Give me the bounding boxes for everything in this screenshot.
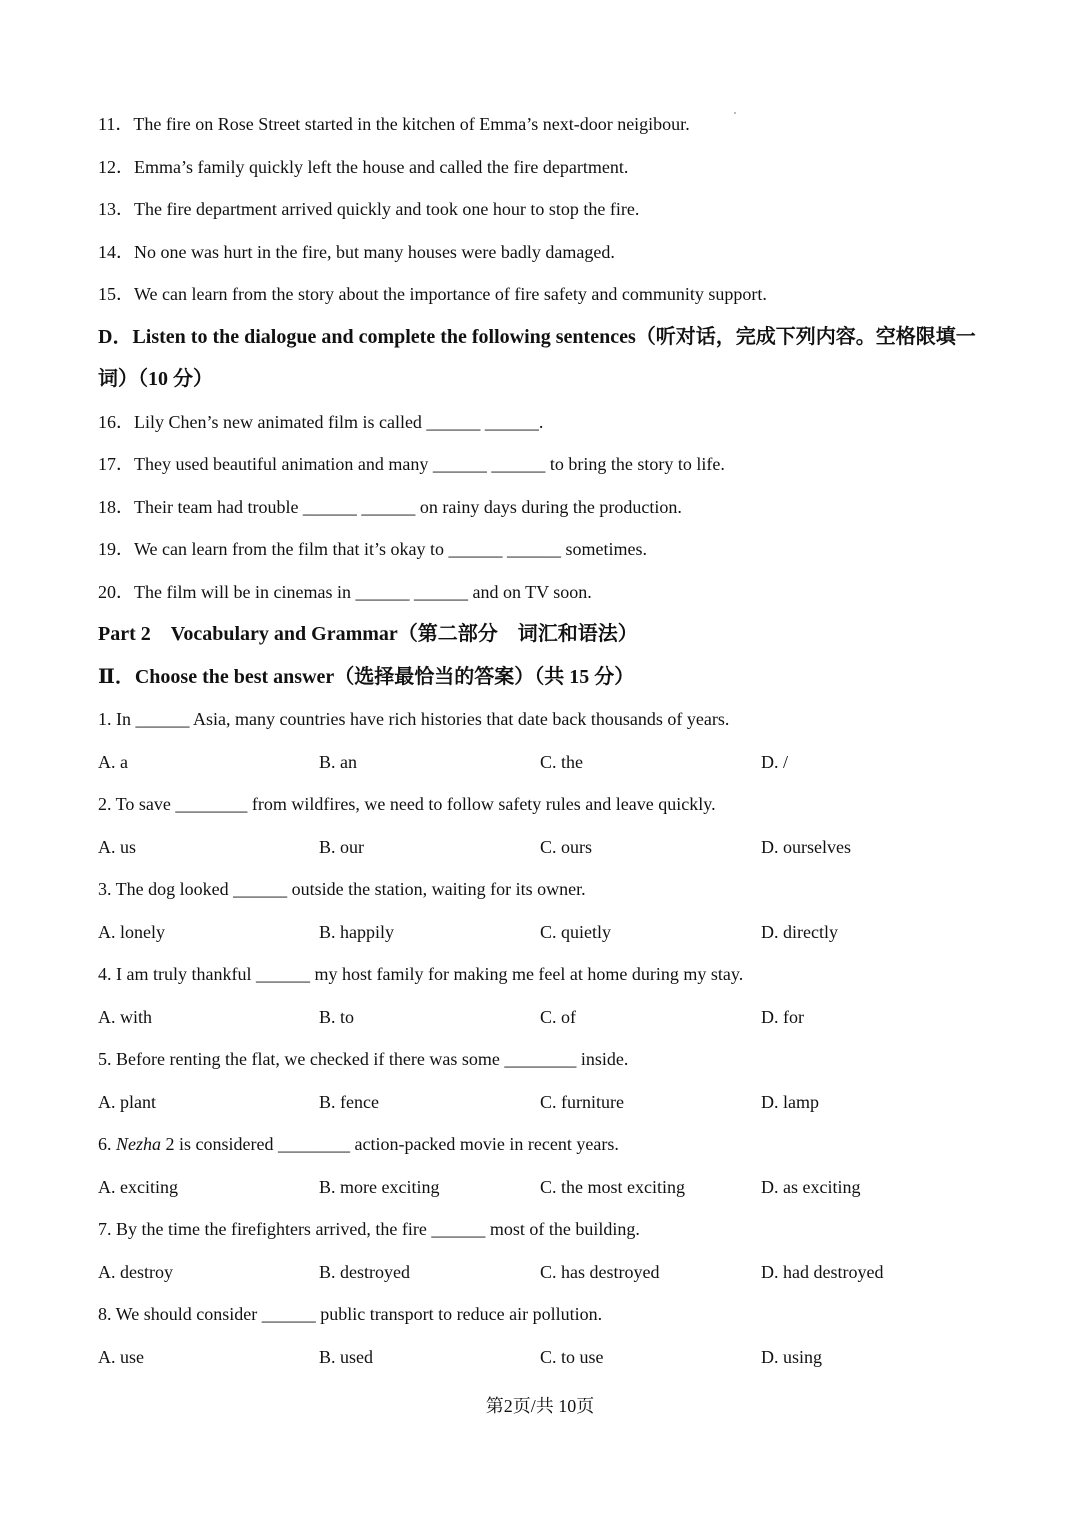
question-text: 3. The dog looked ______ outside the station, waiting for its owner. xyxy=(98,879,586,899)
question-11: 11．The fire on Rose Street started in the kitchen of Emma’s next-door neigibour. xyxy=(98,114,690,134)
mcq-options-3 xyxy=(98,918,998,961)
mcq-question-8 xyxy=(98,1300,998,1343)
answer-option: C. of xyxy=(540,1006,576,1027)
answer-option: A. plant xyxy=(98,1091,156,1112)
section-ii-heading: Ⅱ．Choose the best answer（选择最恰当的答案）（共 15 分） xyxy=(98,665,635,688)
mcq-question-7 xyxy=(98,1215,998,1258)
exam-page-content xyxy=(98,110,998,1385)
answer-option: B. happily xyxy=(319,921,394,942)
answer-option: B. our xyxy=(319,836,364,857)
answer-option: A. use xyxy=(98,1346,144,1367)
answer-option: D. / xyxy=(761,751,788,772)
answer-option: B. an xyxy=(319,751,357,772)
mcq-question-6 xyxy=(98,1130,998,1173)
mcq-options-1 xyxy=(98,748,998,791)
section-d-heading: D．Listen to the dialogue and complete the following sentences（听对话，完成下列内容。空格限填一词）（10 分） xyxy=(98,325,976,390)
question-text: 2. To save ________ from wildfires, we need to follow safety rules and leave quickly. xyxy=(98,794,716,814)
answer-option: D. for xyxy=(761,1006,804,1027)
page-number-footer: 第2页/共 10页 xyxy=(485,1396,595,1416)
question-18: 18．Their team had trouble ______ ______ on rainy days during the production. xyxy=(98,496,682,517)
answer-option: A. with xyxy=(98,1006,152,1027)
answer-option: A. exciting xyxy=(98,1176,178,1197)
answer-option: A. a xyxy=(98,751,128,772)
question-text: 4. I am truly thankful ______ my host family for making me feel at home during my stay. xyxy=(98,964,744,984)
answer-option: C. ours xyxy=(540,836,593,857)
answer-option: D. directly xyxy=(761,921,838,942)
question-text: 1. In ______ Asia, many countries have rich histories that date back thousands of years. xyxy=(98,709,730,729)
question-13: 13．The fire department arrived quickly and took one hour to stop the fire. xyxy=(98,199,640,219)
answer-option: C. the xyxy=(540,751,583,772)
question-16: 16．Lily Chen’s new animated film is called ______ ______. xyxy=(98,411,544,432)
mcq-question-1 xyxy=(98,705,998,748)
answer-option: C. has destroyed xyxy=(540,1261,660,1282)
mcq-options-7 xyxy=(98,1258,998,1301)
mcq-options-4 xyxy=(98,1003,998,1046)
answer-option: A. us xyxy=(98,836,137,857)
answer-option: A. destroy xyxy=(98,1261,173,1282)
question-text: 8. We should consider ______ public transport to reduce air pollution. xyxy=(98,1304,603,1324)
question-text: 6. xyxy=(98,1134,116,1154)
answer-option: B. to xyxy=(319,1006,355,1027)
answer-option: D. ourselves xyxy=(761,836,851,857)
question-text: 7. By the time the firefighters arrived, the fire ______ most of the building. xyxy=(98,1219,640,1239)
mcq-options-6 xyxy=(98,1173,998,1216)
question-14: 14．No one was hurt in the fire, but many houses were badly damaged. xyxy=(98,241,615,262)
mcq-question-3 xyxy=(98,875,998,918)
mcq-question-4 xyxy=(98,960,998,1003)
answer-option: C. furniture xyxy=(540,1091,624,1112)
question-17: 17．They used beautiful animation and many ______ ______ to bring the story to life. xyxy=(98,454,725,474)
part2-heading: Part 2 Vocabulary and Grammar（第二部分 词汇和语法） xyxy=(98,623,638,645)
mcq-options-8 xyxy=(98,1343,998,1386)
answer-option: C. the most exciting xyxy=(540,1176,685,1197)
question-text: 5. Before renting the flat, we checked if there was some ________ inside. xyxy=(98,1049,629,1069)
question-text-continued: 2 is considered ________ action-packed movie in recent years. xyxy=(161,1134,619,1154)
mcq-question-5 xyxy=(98,1045,998,1088)
multiple-choice-list xyxy=(98,705,998,1385)
question-19: 19．We can learn from the film that it’s okay to ______ ______ sometimes. xyxy=(98,539,647,559)
answer-option: D. had destroyed xyxy=(761,1261,884,1282)
answer-option: A. lonely xyxy=(98,921,165,942)
mcq-question-2 xyxy=(98,790,998,833)
answer-option: B. fence xyxy=(319,1091,379,1112)
question-italic-title: Nezha xyxy=(116,1134,161,1154)
question-15: 15．We can learn from the story about the importance of fire safety and community support. xyxy=(98,284,767,304)
answer-option: D. lamp xyxy=(761,1091,819,1112)
question-12: 12．Emma’s family quickly left the house and called the fire department. xyxy=(98,156,629,177)
question-20: 20．The film will be in cinemas in ______ ______ and on TV soon. xyxy=(98,581,592,602)
answer-option: B. more exciting xyxy=(319,1176,440,1197)
answer-option: C. quietly xyxy=(540,921,611,942)
answer-option: D. as exciting xyxy=(761,1176,861,1197)
mcq-options-5 xyxy=(98,1088,998,1131)
answer-option: B. used xyxy=(319,1346,373,1367)
answer-option: C. to use xyxy=(540,1346,604,1367)
answer-option: B. destroyed xyxy=(319,1261,410,1282)
answer-option: D. using xyxy=(761,1346,823,1367)
mcq-options-2 xyxy=(98,833,998,876)
